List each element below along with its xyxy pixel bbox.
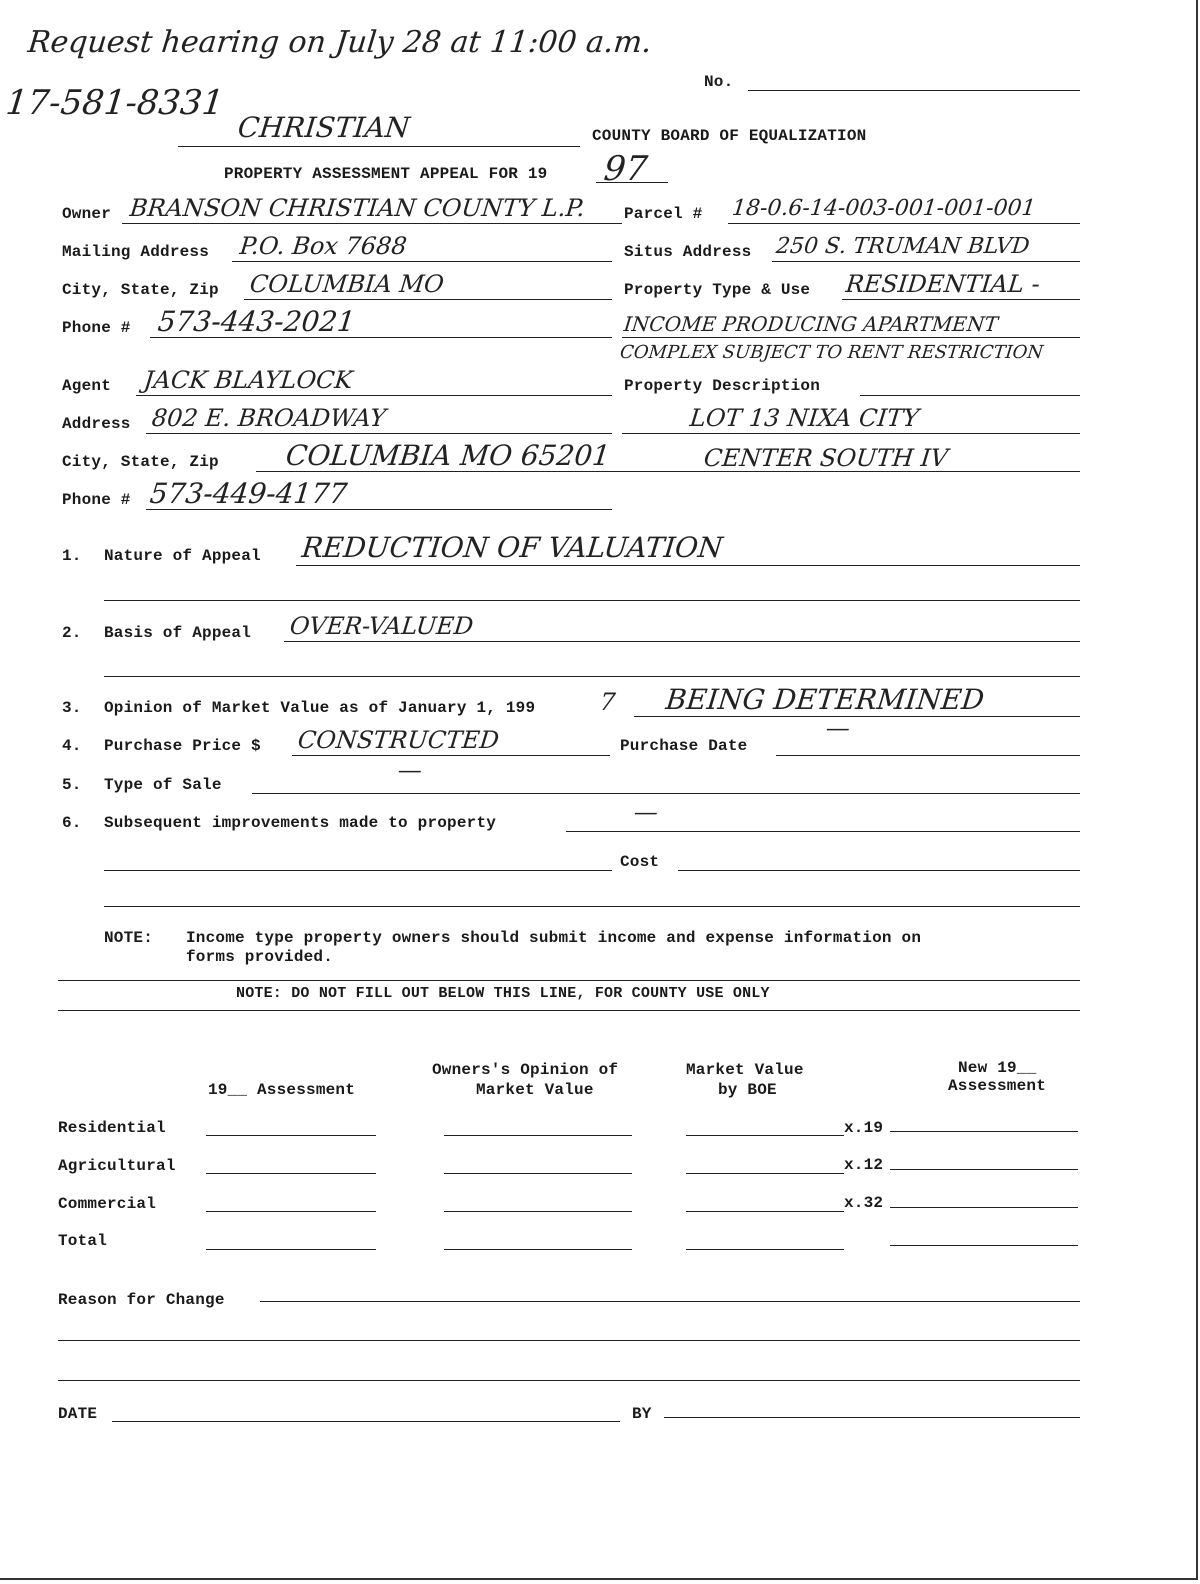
improvements-label: Subsequent improvements made to property <box>104 814 497 832</box>
owner-value: BRANSON CHRISTIAN COUNTY L.P. <box>128 194 587 222</box>
situs-address-value: 250 S. TRUMAN BLVD <box>774 234 1031 259</box>
type-of-sale-label: Type of Sale <box>104 776 222 794</box>
market-value-label: Opinion of Market Value as of January 1, 199 <box>104 699 536 717</box>
agent-address-value: 802 E. BROADWAY <box>150 404 388 432</box>
phone-value: 573-443-2021 <box>156 305 357 338</box>
mailing-address-value: P.O. Box 7688 <box>238 232 409 260</box>
cost-label: Cost <box>620 853 660 871</box>
col-new-assessment-header-1: New 19__ <box>958 1059 1037 1077</box>
improvements-dash: — <box>632 798 660 826</box>
note-line-1: Income type property owners should submit income and expense information on <box>186 929 922 947</box>
mailing-address-label: Mailing Address <box>62 243 210 261</box>
hearing-request-note: Request hearing on July 28 at 11:00 a.m. <box>26 25 654 60</box>
q4-number: 4. <box>62 737 82 755</box>
agent-value: JACK BLAYLOCK <box>142 366 355 394</box>
col-assessment-header: 19__ Assessment <box>208 1081 356 1099</box>
q2-number: 2. <box>62 624 82 642</box>
appeal-title: PROPERTY ASSESSMENT APPEAL FOR 19 <box>224 165 548 183</box>
agent-label: Agent <box>62 377 112 395</box>
row-agricultural-label: Agricultural <box>58 1157 176 1175</box>
property-type-label: Property Type & Use <box>624 281 811 299</box>
purchase-date-dash: — <box>824 714 852 742</box>
residential-factor: x.19 <box>844 1119 884 1137</box>
property-type-value-3: COMPLEX SUBJECT TO RENT RESTRICTION <box>618 342 1045 363</box>
col-owner-opinion-header-1: Owners's Opinion of <box>432 1061 619 1079</box>
nature-of-appeal-label: Nature of Appeal <box>104 547 261 565</box>
appeal-year: 97 <box>601 149 650 189</box>
col-new-assessment-header-2: Assessment <box>948 1077 1047 1095</box>
owner-label: Owner <box>62 205 112 223</box>
agent-phone-value: 573-449-4177 <box>148 477 349 510</box>
property-type-value-1: RESIDENTIAL - <box>844 270 1042 298</box>
city-state-zip-label: City, State, Zip <box>62 281 219 299</box>
city-state-zip-value: COLUMBIA MO <box>248 270 446 298</box>
agent-city-label: City, State, Zip <box>62 453 219 471</box>
market-value-value: BEING DETERMINED <box>664 683 986 716</box>
col-boe-header-1: Market Value <box>686 1061 804 1079</box>
property-description-value-1: LOT 13 NIXA CITY <box>688 404 921 432</box>
col-owner-opinion-header-2: Market Value <box>476 1081 594 1099</box>
basis-of-appeal-value: OVER-VALUED <box>288 612 475 640</box>
agent-address-label: Address <box>62 415 131 433</box>
no-label: No. <box>704 73 734 91</box>
row-total-label: Total <box>58 1232 108 1250</box>
agricultural-factor: x.12 <box>844 1156 884 1174</box>
note-line-2: forms provided. <box>186 948 334 966</box>
note-label: NOTE: <box>104 929 154 947</box>
property-description-label: Property Description <box>624 377 821 395</box>
parcel-label: Parcel # <box>624 205 703 223</box>
type-of-sale-dash: — <box>396 756 424 784</box>
row-residential-label: Residential <box>58 1119 166 1137</box>
basis-of-appeal-label: Basis of Appeal <box>104 624 252 642</box>
by-label: BY <box>632 1405 652 1423</box>
property-type-value-2: INCOME PRODUCING APARTMENT <box>622 312 1000 336</box>
property-description-value-2: CENTER SOUTH IV <box>702 444 950 472</box>
board-title: COUNTY BOARD OF EQUALIZATION <box>592 127 867 145</box>
market-value-year-digit: 7 <box>598 688 617 716</box>
purchase-date-label: Purchase Date <box>620 737 748 755</box>
purchase-price-value: CONSTRUCTED <box>296 726 501 754</box>
q6-number: 6. <box>62 814 82 832</box>
nature-of-appeal-value: REDUCTION OF VALUATION <box>300 531 725 564</box>
q1-number: 1. <box>62 547 82 565</box>
commercial-factor: x.32 <box>844 1194 884 1212</box>
agent-phone-label: Phone # <box>62 491 131 509</box>
phone-label: Phone # <box>62 319 131 337</box>
agent-city-value: COLUMBIA MO 65201 <box>284 439 612 472</box>
handwritten-phone-top: 17-581-8331 <box>3 83 226 123</box>
county-use-note: NOTE: DO NOT FILL OUT BELOW THIS LINE, FOR COUNTY USE ONLY <box>236 985 770 1002</box>
situs-address-label: Situs Address <box>624 243 752 261</box>
reason-label: Reason for Change <box>58 1291 225 1309</box>
row-commercial-label: Commercial <box>58 1195 157 1213</box>
date-label: DATE <box>58 1405 98 1423</box>
col-boe-header-2: by BOE <box>718 1081 777 1099</box>
county-name: CHRISTIAN <box>236 111 412 144</box>
q5-number: 5. <box>62 776 82 794</box>
purchase-price-label: Purchase Price $ <box>104 737 261 755</box>
q3-number: 3. <box>62 699 82 717</box>
parcel-value: 18-0.6-14-003-001-001-001 <box>730 196 1037 221</box>
